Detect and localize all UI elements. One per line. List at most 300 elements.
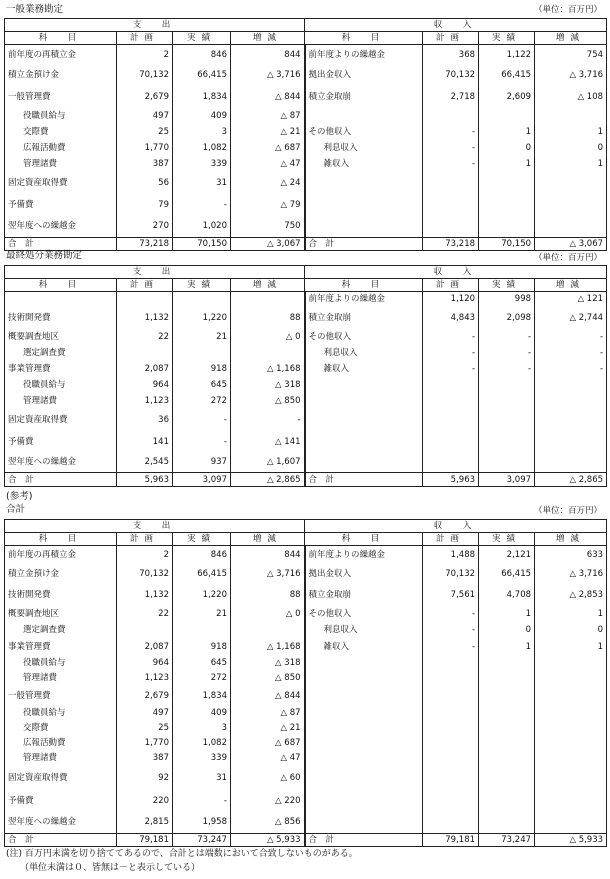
expense-label: 翌年度への繰越金 (5, 216, 117, 238)
revenue-label (305, 686, 423, 706)
expense-label: 技術開発費 (5, 307, 117, 329)
revenue-actual (479, 790, 535, 812)
table-row (5, 361, 607, 377)
expense-label (5, 292, 117, 307)
table-row (5, 140, 607, 156)
revenue-diff (535, 377, 607, 393)
revenue-actual: 0 (479, 623, 535, 638)
table-row (5, 546, 607, 564)
table-row (5, 45, 607, 65)
expense-diff: △ 856 (231, 812, 305, 834)
revenue-diff (535, 671, 607, 686)
expense-plan: 36 (117, 409, 173, 431)
section3-unit: （単位：百万円） (533, 506, 602, 516)
revenue-total-label: 合 計 (305, 473, 423, 487)
expense-actual: 1,082 (173, 736, 231, 751)
expense-diff: △ 318 (231, 656, 305, 671)
expense-plan: 25 (117, 721, 173, 736)
expense-actual: - (173, 431, 231, 453)
expense-diff (231, 623, 305, 638)
expense-label: 予備費 (5, 431, 117, 453)
revenue-label: 利息収入 (305, 623, 423, 638)
revenue-total-plan: 73,218 (423, 238, 479, 251)
revenue-diff (535, 790, 607, 812)
table-row (5, 751, 607, 766)
revenue-plan (423, 671, 479, 686)
revenue-diff (535, 453, 607, 473)
revenue-actual: 66,415 (479, 564, 535, 585)
expense-actual: 339 (173, 751, 231, 766)
expense-diff: △ 1,168 (231, 638, 305, 656)
col-diff: 増減 (535, 32, 607, 45)
table-row (5, 329, 607, 345)
expense-plan: 1,132 (117, 585, 173, 606)
revenue-diff: 754 (535, 45, 607, 65)
expense-label: 積立金預け金 (5, 564, 117, 585)
expense-diff: 750 (231, 216, 305, 238)
expense-actual: 937 (173, 453, 231, 473)
revenue-actual (479, 194, 535, 216)
revenue-label: 利息収入 (305, 140, 423, 156)
expense-plan: 1,123 (117, 393, 173, 409)
expense-plan: 1,123 (117, 671, 173, 686)
col-item: 科 目 (305, 32, 423, 45)
revenue-diff (535, 721, 607, 736)
revenue-actual (479, 409, 535, 431)
col-item: 科 目 (305, 279, 423, 292)
table-row (5, 606, 607, 623)
expense-label: 固定資産取得費 (5, 766, 117, 790)
revenue-actual: 66,415 (479, 65, 535, 86)
expense-diff: △ 60 (231, 766, 305, 790)
revenue-diff (535, 108, 607, 124)
revenue-plan (423, 686, 479, 706)
revenue-diff (535, 766, 607, 790)
revenue-label (305, 377, 423, 393)
table-row (5, 292, 607, 307)
expense-actual: 918 (173, 638, 231, 656)
revenue-diff (535, 812, 607, 834)
table-row (5, 453, 607, 473)
expense-diff: △ 687 (231, 736, 305, 751)
revenue-actual: 1 (479, 606, 535, 623)
expense-diff: △ 47 (231, 156, 305, 172)
revenue-actual: 998 (479, 292, 535, 307)
table-row (5, 393, 607, 409)
revenue-diff: △ 2,853 (535, 585, 607, 606)
revenue-header: 収 入 (305, 520, 607, 533)
expense-actual: 272 (173, 393, 231, 409)
expense-label: 事業管理費 (5, 638, 117, 656)
col-actual: 実績 (479, 279, 535, 292)
expense-diff: 844 (231, 546, 305, 564)
revenue-plan (423, 656, 479, 671)
revenue-diff: - (535, 361, 607, 377)
revenue-diff (535, 706, 607, 721)
revenue-diff (535, 393, 607, 409)
expense-label: 役職員給与 (5, 706, 117, 721)
revenue-label (305, 108, 423, 124)
table-row (5, 65, 607, 86)
table-row (5, 345, 607, 361)
revenue-diff (535, 656, 607, 671)
expense-plan: 387 (117, 751, 173, 766)
expense-diff: △ 844 (231, 86, 305, 108)
revenue-actual (479, 172, 535, 194)
col-plan: 計画 (117, 533, 173, 546)
revenue-plan (423, 721, 479, 736)
expense-plan: 70,132 (117, 564, 173, 585)
expense-total-actual: 73,247 (173, 834, 231, 847)
expense-label: 管理諸費 (5, 393, 117, 409)
expense-diff: 88 (231, 585, 305, 606)
revenue-diff: 1 (535, 124, 607, 140)
expense-total-label: 合 計 (5, 238, 117, 251)
expense-label: 選定調査費 (5, 345, 117, 361)
revenue-actual: - (479, 329, 535, 345)
expense-label: 概要調査地区 (5, 329, 117, 345)
section1-table (4, 18, 607, 251)
expense-actual: 31 (173, 766, 231, 790)
revenue-label: 雑収入 (305, 156, 423, 172)
revenue-total-plan: 79,181 (423, 834, 479, 847)
revenue-plan (423, 812, 479, 834)
expense-actual: 1,082 (173, 140, 231, 156)
expense-actual: 918 (173, 361, 231, 377)
expense-plan: 22 (117, 329, 173, 345)
revenue-actual: 2,098 (479, 307, 535, 329)
revenue-diff: 1 (535, 156, 607, 172)
expense-label: 予備費 (5, 194, 117, 216)
expense-label: 選定調査費 (5, 623, 117, 638)
revenue-actual: 2,121 (479, 546, 535, 564)
expense-label: 固定資産取得費 (5, 172, 117, 194)
expense-plan: 1,132 (117, 307, 173, 329)
revenue-label (305, 216, 423, 238)
table-row (5, 409, 607, 431)
expense-actual: 3 (173, 124, 231, 140)
expense-diff: △ 3,716 (231, 65, 305, 86)
revenue-actual (479, 377, 535, 393)
revenue-plan: 368 (423, 45, 479, 65)
revenue-actual (479, 751, 535, 766)
table-row (5, 671, 607, 686)
revenue-plan (423, 216, 479, 238)
revenue-diff: 0 (535, 623, 607, 638)
expense-plan (117, 292, 173, 307)
table-row (5, 585, 607, 606)
expense-diff: △ 0 (231, 606, 305, 623)
expense-label: 事業管理費 (5, 361, 117, 377)
expense-actual: 21 (173, 329, 231, 345)
expense-label: 技術開発費 (5, 585, 117, 606)
col-diff: 増減 (231, 533, 305, 546)
revenue-label (305, 409, 423, 431)
revenue-total-actual: 3,097 (479, 473, 535, 487)
expense-plan: 25 (117, 124, 173, 140)
expense-plan (117, 345, 173, 361)
revenue-actual (479, 766, 535, 790)
expense-total-plan: 79,181 (117, 834, 173, 847)
expense-plan: 220 (117, 790, 173, 812)
expense-label: 予備費 (5, 790, 117, 812)
revenue-actual (479, 812, 535, 834)
revenue-total-label: 合 計 (305, 238, 423, 251)
table-row (5, 656, 607, 671)
expense-plan: 92 (117, 766, 173, 790)
expense-actual: 1,220 (173, 585, 231, 606)
revenue-header: 収 入 (305, 19, 607, 32)
revenue-label: 利息収入 (305, 345, 423, 361)
revenue-plan (423, 453, 479, 473)
section3-subtitle: 合計 (6, 504, 26, 515)
table-row (5, 377, 607, 393)
expense-diff: △ 1,168 (231, 361, 305, 377)
expense-actual: 1,834 (173, 86, 231, 108)
revenue-plan: - (423, 606, 479, 623)
revenue-label (305, 671, 423, 686)
revenue-plan: 70,132 (423, 564, 479, 585)
expense-actual: 1,834 (173, 686, 231, 706)
expense-actual: 846 (173, 45, 231, 65)
revenue-actual (479, 671, 535, 686)
expense-total-actual: 3,097 (173, 473, 231, 487)
expense-actual: - (173, 790, 231, 812)
expense-label: 翌年度への繰越金 (5, 812, 117, 834)
expense-label: 広報活動費 (5, 736, 117, 751)
revenue-label (305, 172, 423, 194)
expense-plan: 70,132 (117, 65, 173, 86)
expense-diff (231, 345, 305, 361)
section3-table (4, 519, 607, 847)
expense-label: 管理諸費 (5, 751, 117, 766)
revenue-actual (479, 686, 535, 706)
revenue-label (305, 812, 423, 834)
expense-diff: 88 (231, 307, 305, 329)
section2-table (4, 265, 607, 487)
expense-plan: 497 (117, 706, 173, 721)
expense-total-diff: △ 5,933 (231, 834, 305, 847)
revenue-total-diff: △ 3,067 (535, 238, 607, 251)
revenue-total-actual: 70,150 (479, 238, 535, 251)
expense-actual: 66,415 (173, 564, 231, 585)
revenue-label (305, 736, 423, 751)
expense-diff: △ 47 (231, 751, 305, 766)
revenue-plan (423, 790, 479, 812)
revenue-plan: 1,488 (423, 546, 479, 564)
expense-diff: △ 687 (231, 140, 305, 156)
expense-total-plan: 73,218 (117, 238, 173, 251)
table-row (5, 86, 607, 108)
expense-total-actual: 70,150 (173, 238, 231, 251)
col-diff: 増減 (231, 32, 305, 45)
revenue-label (305, 656, 423, 671)
revenue-diff (535, 736, 607, 751)
expense-diff: △ 141 (231, 431, 305, 453)
revenue-plan: - (423, 638, 479, 656)
col-actual: 実績 (479, 32, 535, 45)
revenue-diff (535, 751, 607, 766)
col-plan: 計画 (117, 279, 173, 292)
revenue-plan (423, 736, 479, 751)
table-row (5, 812, 607, 834)
revenue-diff: △ 3,716 (535, 65, 607, 86)
expense-header: 支 出 (5, 520, 305, 533)
expense-actual: - (173, 409, 231, 431)
expense-plan (117, 623, 173, 638)
revenue-diff: △ 3,716 (535, 564, 607, 585)
expense-diff: 844 (231, 45, 305, 65)
expense-total-label: 合 計 (5, 834, 117, 847)
revenue-plan (423, 431, 479, 453)
revenue-actual (479, 216, 535, 238)
revenue-label (305, 453, 423, 473)
revenue-diff: 633 (535, 546, 607, 564)
col-item: 科 目 (5, 533, 117, 546)
revenue-plan (423, 751, 479, 766)
revenue-actual: - (479, 345, 535, 361)
table-row (5, 124, 607, 140)
revenue-label: 雑収入 (305, 638, 423, 656)
expense-actual: 21 (173, 606, 231, 623)
revenue-actual (479, 453, 535, 473)
revenue-plan (423, 172, 479, 194)
section2-title: 最終処分業務勘定 (6, 250, 83, 261)
section1-title: 一般業務勘定 (6, 4, 64, 15)
expense-diff: △ 1,607 (231, 453, 305, 473)
col-plan: 計画 (423, 533, 479, 546)
expense-label: 交際費 (5, 721, 117, 736)
expense-label: 役職員給与 (5, 656, 117, 671)
footnote: (注) 百万円未満を切り捨ててあるので、合計とは端数において合致しないものがある。 (6, 849, 358, 859)
expense-total-diff: △ 3,067 (231, 238, 305, 251)
expense-diff: △ 318 (231, 377, 305, 393)
section1-unit: （単位：百万円） (533, 5, 602, 15)
expense-actual: - (173, 194, 231, 216)
expense-actual: 3 (173, 721, 231, 736)
expense-diff: - (231, 409, 305, 431)
revenue-total-label: 合 計 (305, 834, 423, 847)
expense-actual: 645 (173, 377, 231, 393)
expense-label: 積立金預け金 (5, 65, 117, 86)
expense-actual: 1,220 (173, 307, 231, 329)
table-row (5, 623, 607, 638)
revenue-label (305, 706, 423, 721)
col-plan: 計画 (117, 32, 173, 45)
revenue-plan (423, 766, 479, 790)
expense-plan: 2,679 (117, 686, 173, 706)
expense-actual: 409 (173, 108, 231, 124)
footnote-unit: （単位未満は０、皆無は－と表示している） (20, 863, 201, 873)
table-row (5, 766, 607, 790)
revenue-actual: 1 (479, 638, 535, 656)
expense-total-diff: △ 2,865 (231, 473, 305, 487)
revenue-diff (535, 216, 607, 238)
expense-actual: 1,020 (173, 216, 231, 238)
revenue-label: 積立金取崩 (305, 307, 423, 329)
revenue-plan (423, 194, 479, 216)
expense-diff: △ 21 (231, 721, 305, 736)
revenue-actual (479, 108, 535, 124)
revenue-plan: - (423, 623, 479, 638)
revenue-actual: 1 (479, 156, 535, 172)
expense-actual (173, 345, 231, 361)
revenue-label (305, 790, 423, 812)
table-row (5, 736, 607, 751)
revenue-plan: 2,718 (423, 86, 479, 108)
expense-plan: 2 (117, 546, 173, 564)
revenue-plan (423, 108, 479, 124)
expense-diff (231, 292, 305, 307)
col-plan: 計画 (423, 279, 479, 292)
expense-plan: 2,545 (117, 453, 173, 473)
revenue-actual: 1 (479, 124, 535, 140)
table-row (5, 721, 607, 736)
revenue-diff: - (535, 345, 607, 361)
table-row (5, 216, 607, 238)
revenue-total-plan: 5,963 (423, 473, 479, 487)
revenue-diff: △ 2,744 (535, 307, 607, 329)
table-row (5, 790, 607, 812)
expense-header: 支 出 (5, 266, 305, 279)
expense-label: 交際費 (5, 124, 117, 140)
expense-label: 固定資産取得費 (5, 409, 117, 431)
expense-plan: 22 (117, 606, 173, 623)
expense-plan: 2,815 (117, 812, 173, 834)
col-plan: 計画 (423, 32, 479, 45)
col-item: 科 目 (5, 32, 117, 45)
revenue-actual (479, 706, 535, 721)
revenue-actual: - (479, 361, 535, 377)
revenue-plan: - (423, 140, 479, 156)
revenue-label: その他収入 (305, 124, 423, 140)
revenue-actual (479, 721, 535, 736)
expense-plan: 2 (117, 45, 173, 65)
revenue-actual: 0 (479, 140, 535, 156)
revenue-diff (535, 431, 607, 453)
table-row (5, 156, 607, 172)
expense-total-label: 合 計 (5, 473, 117, 487)
expense-label: 管理諸費 (5, 671, 117, 686)
expense-diff: △ 3,716 (231, 564, 305, 585)
expense-diff: △ 79 (231, 194, 305, 216)
expense-plan: 56 (117, 172, 173, 194)
expense-label: 広報活動費 (5, 140, 117, 156)
revenue-label: その他収入 (305, 606, 423, 623)
revenue-diff (535, 409, 607, 431)
expense-label: 概要調査地区 (5, 606, 117, 623)
expense-diff: △ 850 (231, 393, 305, 409)
expense-actual: 1,958 (173, 812, 231, 834)
revenue-diff: △ 121 (535, 292, 607, 307)
table-row (5, 172, 607, 194)
section2-unit: （単位：百万円） (533, 253, 602, 263)
revenue-diff: 1 (535, 606, 607, 623)
expense-diff: △ 844 (231, 686, 305, 706)
revenue-diff (535, 194, 607, 216)
expense-plan: 141 (117, 431, 173, 453)
col-item: 科 目 (305, 533, 423, 546)
expense-actual: 31 (173, 172, 231, 194)
revenue-plan (423, 377, 479, 393)
revenue-plan: - (423, 124, 479, 140)
expense-plan: 270 (117, 216, 173, 238)
revenue-diff: △ 108 (535, 86, 607, 108)
expense-actual: 272 (173, 671, 231, 686)
table-row (5, 638, 607, 656)
expense-plan: 1,770 (117, 140, 173, 156)
revenue-label (305, 766, 423, 790)
